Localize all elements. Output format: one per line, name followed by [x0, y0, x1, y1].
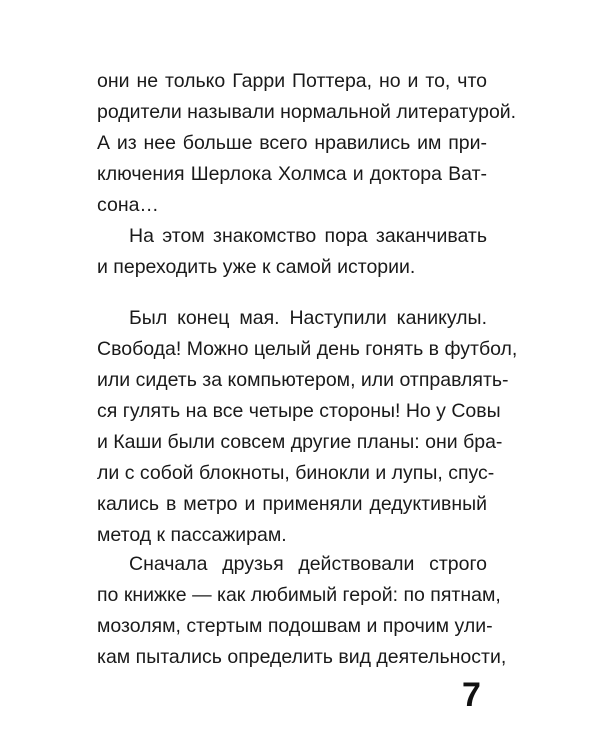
- text-line: сона…: [97, 194, 159, 216]
- text-line: кам пытались определить вид деятельности,: [97, 646, 507, 668]
- text-line: метод к пассажирам.: [97, 524, 287, 546]
- text-line: Свобода! Можно целый день гонять в футбол,: [97, 338, 518, 360]
- text-line: и переходить уже к самой истории.: [97, 256, 416, 278]
- text-line: родители называли нормальной литературой.: [97, 101, 517, 123]
- text-line: кались в метро и применяли дедуктивный: [97, 493, 487, 515]
- text-line: или сидеть за компьютером, или отправлять-: [97, 369, 509, 391]
- page-number: 7: [462, 676, 481, 714]
- text-line: ли с собой блокноты, бинокли и лупы, спус-: [97, 462, 495, 484]
- text-line: мозолям, стертым подошвам и прочим ули-: [97, 615, 493, 637]
- text-line: они не только Гарри Поттера, но и то, что: [97, 70, 487, 92]
- text-line: Был конец мая. Наступили каникулы.: [129, 307, 487, 329]
- text-line: Сначала друзья действовали строго: [129, 553, 487, 575]
- text-line: ся гулять на все четыре стороны! Но у Совы: [97, 400, 501, 422]
- text-line: по книжке — как любимый герой: по пятнам,: [97, 584, 501, 606]
- text-line: ключения Шерлока Холмса и доктора Ват-: [97, 163, 487, 185]
- text-line: и Каши были совсем другие планы: они бра-: [97, 431, 503, 453]
- text-line: На этом знакомство пора заканчивать: [129, 225, 487, 247]
- text-line: А из нее больше всего нравились им при-: [97, 132, 487, 154]
